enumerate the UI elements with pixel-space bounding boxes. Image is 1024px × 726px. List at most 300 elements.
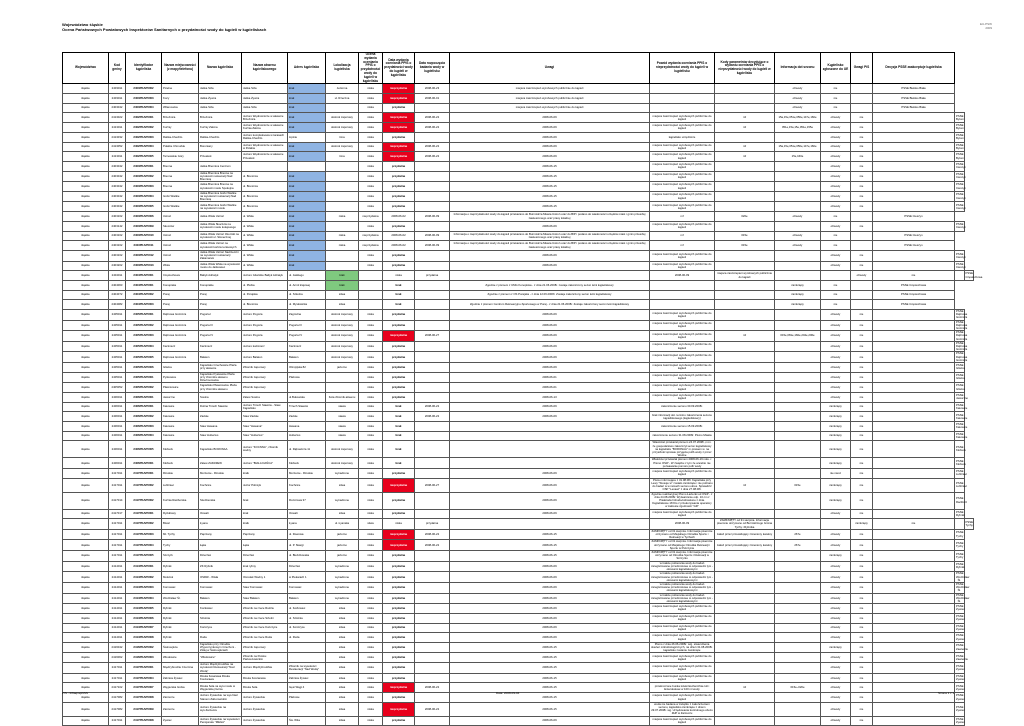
table-cell [288, 702, 326, 716]
table-cell [775, 431, 821, 441]
table-cell: Jaśka Wisła Ustroń na wysokości kortów tenisowych [199, 241, 242, 251]
table-cell: obwody [821, 693, 851, 703]
table-cell: obwody [775, 103, 821, 113]
table-cell: 2008-06-15 [450, 693, 650, 703]
table-cell: Zbiornik zaporowy [242, 383, 288, 393]
table-cell: stawa [326, 431, 359, 441]
table-cell: śląskie [63, 540, 109, 551]
table-cell: ul. Sztolnia [288, 613, 326, 623]
table-cell [873, 261, 955, 271]
table-cell: Staw "Hawana" [242, 422, 288, 432]
table-cell: śląskie [63, 103, 109, 113]
table-cell: przydatna [383, 716, 415, 726]
table-cell: 2416PKAP0003 [126, 653, 162, 663]
table-cell: 2406PKAP0004 [126, 431, 162, 441]
table-cell: ul. Wisła [242, 231, 288, 241]
table-cell: niska [359, 561, 383, 572]
table-cell: 2008-06-22 [415, 702, 450, 716]
table-cell: przydatna [383, 261, 415, 271]
table-cell [415, 663, 450, 674]
table-row [63, 132, 974, 142]
table-cell [873, 152, 955, 162]
table-cell: obwody [821, 182, 851, 192]
table-cell: 2404082 [109, 300, 126, 310]
table-cell: obwody [821, 540, 851, 551]
table-cell: śląskie [63, 372, 109, 383]
table-cell: brak [383, 290, 415, 300]
table-cell: niska [359, 309, 383, 320]
table-cell: Kazimierz [162, 341, 199, 352]
table-cell: niska [359, 402, 383, 412]
table-cell: Katowice [162, 431, 199, 441]
table-cell: PSSE Żywiec [955, 702, 965, 716]
table-cell [715, 84, 775, 94]
table-cell: 2008-06-22 [415, 683, 450, 693]
table-cell: 2008-06-15 [450, 529, 650, 540]
table-cell [415, 572, 450, 583]
table-cell: 2008-06-02 [383, 212, 415, 222]
table-cell: 2417011 [109, 478, 126, 492]
table-cell [359, 290, 383, 300]
table-cell: ZAMKNIĘTY od 31 sierpnia. Informacja pisemnie otrzymano od Miejskiego Ośrodka Sportu i Rekreacji w Tychach [650, 529, 715, 540]
table-cell: nie [851, 341, 873, 352]
table-header-row [63, 53, 974, 84]
table-cell: Zadole [199, 412, 242, 422]
table-cell: 2406PKAP0001 [126, 402, 162, 412]
table-cell: śląskie [63, 673, 109, 683]
table-cell: PSSE Cieszyn [956, 261, 966, 269]
table-cell: przydatna [383, 509, 415, 519]
table-cell: PSSE Częstochowa [873, 300, 955, 310]
table-cell: PSSE Cieszyn [873, 231, 955, 241]
table-cell: PSSE Żywiec [956, 716, 965, 724]
table-cell: 2008-06-09 [450, 132, 650, 142]
table-cell: Jaśka Wisła Ustroń [199, 212, 242, 222]
table-cell [873, 309, 955, 320]
table-cell: PSSE Dąbrowa Górnicza [956, 330, 968, 341]
table-cell: Łąka [242, 540, 288, 551]
table-cell: PSSE Bytom [956, 132, 964, 141]
table-cell: 2414PKAP0004 [126, 593, 162, 604]
table-cell: 015e [715, 241, 775, 251]
table-cell [775, 572, 821, 583]
column-header: Decyzja PSSE zaakceptuje kąpieliska [873, 53, 955, 84]
table-cell: śląskie [63, 202, 109, 212]
table-cell: Rozczowa 37 [288, 492, 326, 509]
table-cell: Boroniany [199, 142, 242, 152]
table-cell: zamknięty [821, 458, 851, 469]
table-cell [775, 341, 821, 352]
table-cell: 2414011 [109, 582, 126, 593]
table-cell: obwody [821, 582, 851, 593]
table-cell [415, 623, 450, 633]
table-cell: 2403142 [109, 221, 126, 231]
table-cell: OSRiR - Wisła [199, 572, 242, 583]
table-cell: PSSE Rybnik [955, 561, 965, 572]
table-cell: Balaton [199, 593, 242, 604]
table-cell: 2417017 [109, 509, 126, 519]
table-cell: Bałtyk Adriatyk [199, 271, 242, 281]
table-cell: Kazimierz [288, 341, 326, 352]
table-cell: niska [326, 241, 359, 251]
table-cell: 2417PKAP0002 [126, 519, 162, 530]
table-cell: 2008-06-22 [415, 540, 450, 551]
table-cell [775, 613, 821, 623]
table-cell: 2414011 [109, 633, 126, 643]
table-cell: Kochcice [199, 478, 242, 492]
table-cell: Zbiornik na Potoku Parkoszowickim [242, 653, 288, 663]
table-row [63, 509, 974, 519]
table-cell [715, 309, 775, 320]
table-cell: Pcielne [162, 84, 199, 94]
table-cell: krak [288, 171, 326, 182]
table-cell: nie [851, 372, 873, 383]
table-cell: Dolina Trzech Stawów [199, 402, 242, 412]
table-cell [873, 132, 955, 142]
table-cell: obwody [821, 250, 851, 261]
table-cell: Rzeka Kosarawa Rzeka Koszarawa [199, 673, 242, 683]
table-cell: Tarnowskie Góry [162, 152, 199, 162]
table-cell: brak [383, 402, 415, 412]
table-cell: PSSE Wodzisław Śl. [956, 581, 970, 593]
table-cell: Kąpielisko BORONAA [199, 441, 242, 458]
table-cell: 2405PKAP0001 [126, 309, 162, 320]
table-cell: Mościsk [162, 572, 199, 583]
table-cell: ZK Rybnik [199, 561, 242, 572]
table-cell: 2417PKAP0001 [126, 509, 162, 519]
table-cell [873, 182, 955, 192]
table-cell: 2403042 [109, 182, 126, 192]
table-cell: 2402PKAP0001 [126, 113, 162, 123]
table-cell: obwody [821, 320, 851, 331]
table-cell: 2406PKAP0001 [126, 458, 162, 469]
table-row [63, 383, 974, 393]
table-cell: 2405052 [109, 383, 126, 393]
table-row [63, 331, 974, 342]
table-cell: 2406011 [109, 412, 126, 422]
table-cell: Kota zbiornik akwenu [326, 392, 359, 402]
table-cell: miejsca zaszczepień wyrobowych publicznie do kąpieli [650, 372, 715, 383]
table-cell [715, 191, 775, 202]
table-cell: niska [359, 363, 383, 373]
table-cell: 2417PKAP0008 [126, 716, 162, 726]
table-cell: PSSE Żywiec [955, 663, 965, 674]
table-cell: 2417PKAP0004 [126, 540, 162, 551]
table-cell: przekroczone bunka ścieki Escherichia coli i Enterokokow w 100 ml wody [650, 683, 715, 693]
table-cell [715, 352, 775, 363]
table-cell: śląskie [63, 221, 109, 231]
table-cell: obwody [821, 593, 851, 604]
table-cell [715, 582, 775, 593]
table-cell: niska [359, 84, 383, 94]
table-cell: miejsca zaszczepień wyrobowych publicznie do kąpieli [650, 341, 715, 352]
table-cell: 2405011 [109, 320, 126, 331]
table-cell: niska [359, 469, 383, 479]
table-cell: 2413032 [109, 132, 126, 142]
table-cell: ul. P. Skargi [288, 540, 326, 551]
table-cell: przydatna [383, 469, 415, 479]
table-cell: obwody [821, 171, 851, 182]
table-cell: ul. Szkolna [288, 290, 326, 300]
table-cell: obwody [821, 633, 851, 643]
table-cell: PSSE Bielsko Biała [873, 103, 955, 113]
table-cell: Kąpielisko Pławniowice Plaża przy zbiorniku akwenu [199, 383, 242, 393]
table-cell [288, 653, 326, 663]
table-cell: przydatna [383, 171, 415, 182]
table-cell [715, 673, 775, 683]
table-cell: obwody [821, 623, 851, 633]
table-cell: przydatna [415, 519, 450, 530]
table-cell: zamknięty [821, 492, 851, 509]
table-cell [775, 320, 821, 331]
table-cell: śląskie [63, 604, 109, 614]
table-cell [775, 352, 821, 363]
table-cell: Łyana [288, 519, 326, 530]
table-cell [775, 492, 821, 509]
table-cell: Dąbrowa Górnicza [162, 331, 199, 342]
table-cell: 15e,160e [775, 152, 821, 162]
table-cell: 2414PKAP0008 [126, 633, 162, 643]
table-cell: nie [821, 280, 851, 290]
table-cell [851, 84, 873, 94]
table-cell [775, 519, 821, 530]
table-cell [415, 604, 450, 614]
table-cell: ul. Mysłowicka [288, 300, 326, 310]
table-cell: Ośrodek Wodny 1 [242, 572, 288, 583]
table-cell [851, 280, 873, 290]
table-cell: PSSE Żywiec [956, 613, 965, 622]
table-cell: przydatna [383, 653, 415, 663]
table-cell: 2406011 [109, 392, 126, 402]
table-cell: śląskie [63, 123, 109, 133]
table-cell: kąpielisko urzędnicze [650, 132, 715, 142]
table-cell: wynadzone [326, 582, 359, 593]
table-cell: Zgodnie realizacyjnej Pismo Łazienki od OSiP - z dnia 24.08.2008r. Wytwarzanie odp. 10 cm z Pisaktoda Imbudo/osbowione z dnia. Kąpieliskowe 18 Kto z przekonywania operatory w zakresie zgodności "GR" [650, 492, 715, 509]
table-cell: nie [851, 716, 873, 726]
table-cell: nieprzydatna [359, 241, 383, 251]
table-cell [415, 582, 450, 593]
table-cell [775, 171, 821, 182]
table-cell: krak [288, 261, 326, 271]
table-cell: miejsca zaszczepień wyrobowych publicznie do kąpieli [650, 509, 715, 519]
table-cell: PSSE Lubliniec [956, 469, 968, 477]
table-cell: niska [359, 161, 383, 171]
table-cell: sitwa [326, 478, 359, 492]
table-cell: PSSE Częstochowa [873, 280, 955, 290]
table-cell: Katowice [162, 422, 199, 432]
table-cell: PSSE Lubliniec [955, 478, 965, 492]
table-cell [873, 202, 955, 212]
table-cell: mf [650, 231, 715, 241]
table-cell [415, 593, 450, 604]
table-cell [873, 113, 955, 123]
table-cell: 2008-06-15 [450, 171, 650, 182]
table-cell: niska [359, 478, 383, 492]
table-row [63, 191, 974, 202]
table-cell: dostrok zaporowy [326, 341, 359, 352]
table-cell: 2008-06-15 [450, 202, 650, 212]
table-cell: 2405PKAP0005 [126, 352, 162, 363]
table-cell [415, 642, 450, 653]
table-row [63, 582, 974, 593]
table-cell: 2008-06-09 [450, 221, 650, 231]
table-cell: 2406011 [109, 422, 126, 432]
table-cell: nieprzydatna [359, 212, 383, 222]
table-cell: PSSE Żywiec [956, 623, 965, 631]
table-cell: krak [326, 280, 359, 290]
table-cell: niska [359, 372, 383, 383]
table-cell: 2008-06-09 [450, 113, 650, 123]
footer-center: Data: 2008-09-04 [496, 691, 520, 695]
table-cell: ul. Wisła [242, 212, 288, 222]
table-cell: nieprzydatna [383, 529, 415, 540]
table-cell [415, 352, 450, 363]
table-cell: niska [359, 604, 383, 614]
table-row [63, 280, 974, 290]
table-cell [873, 604, 955, 614]
table-cell: Jezioro Wędrownicze w akwenie Kuźnia Zalcna [242, 123, 288, 133]
table-cell: śląskie [63, 572, 109, 583]
table-cell: obwody [821, 561, 851, 572]
table-cell: 2008-06-15 [450, 663, 650, 674]
table-cell: 2008-06-15 [450, 161, 650, 171]
table-cell: nie [851, 320, 873, 331]
table-cell [851, 241, 873, 251]
table-cell: nie [851, 261, 873, 271]
table-cell: ul. Bieżdzowska [288, 551, 326, 562]
table-cell: obwody [821, 673, 851, 683]
table-cell [873, 250, 955, 261]
table-row [63, 212, 974, 222]
table-row [63, 363, 974, 373]
table-cell [715, 182, 775, 192]
table-cell [415, 633, 450, 643]
table-cell [715, 372, 775, 383]
table-cell [775, 702, 821, 716]
table-cell [326, 103, 359, 113]
table-cell: Dąbrowa Górnicza [162, 309, 199, 320]
table-cell: obwody [821, 352, 851, 363]
table-cell: nieprzydatna [383, 683, 415, 693]
table-cell: Jaśka Szła [199, 103, 242, 113]
table-cell: 2405011 [109, 363, 126, 373]
table-cell: 2417PKAP0008 [126, 693, 162, 703]
table-cell: Dąbrowa Górnicza [162, 320, 199, 331]
table-cell [415, 309, 450, 320]
table-cell [715, 642, 775, 653]
table-cell [873, 412, 955, 422]
table-cell: PSSE Wodzisław Śl. [956, 571, 970, 582]
table-cell: krak [288, 84, 326, 94]
table-cell [775, 623, 821, 633]
table-cell: niska [359, 633, 383, 643]
table-cell [873, 123, 955, 133]
table-cell: Skoczów [162, 221, 199, 231]
table-cell: niska [359, 331, 383, 342]
table-cell [415, 341, 450, 352]
column-header: Uwagi [450, 53, 650, 84]
table-cell: sitwa [359, 519, 383, 530]
table-cell [715, 250, 775, 261]
table-cell: Jezioro Żywieckie [242, 716, 288, 726]
table-cell: PSSE Zawiercie [955, 642, 965, 653]
table-cell: ul. Armii krajowej [288, 280, 326, 290]
table-cell: Mt. Tychy [162, 529, 199, 540]
table-cell: niska [359, 171, 383, 182]
table-cell: Balaton [288, 593, 326, 604]
table-cell: Dzierżaś [199, 551, 242, 562]
table-cell: 2008-06-09 [450, 341, 650, 352]
table-cell: zakaż przez przewidujący zmieniony kwaśny [715, 529, 775, 540]
table-cell: przydatna [383, 103, 415, 113]
table-cell: 2404063 [109, 280, 126, 290]
table-cell: obwody [821, 152, 851, 162]
table-cell [450, 422, 650, 432]
table-cell: zamknięty [821, 402, 851, 412]
table-cell: 2416042 [109, 642, 126, 653]
table-cell: nie [851, 633, 873, 643]
table-cell: PSSE Cieszyn [956, 182, 966, 190]
table-cell: sitwa [326, 716, 359, 726]
table-cell: 2402PKAP0005 [126, 152, 162, 162]
table-cell: nie [821, 290, 851, 300]
table-cell: miejsca zaszczepień wyrobowych publicznie do kąpieli [650, 250, 715, 261]
table-cell: 2406PKAP0002 [126, 412, 162, 422]
table-cell: śląskie [63, 623, 109, 633]
table-cell: obwody [821, 529, 851, 540]
table-cell: przydatna [383, 341, 415, 352]
table-cell: krak [288, 123, 326, 133]
table-cell: Ruda [199, 633, 242, 643]
table-cell: śląskie [63, 250, 109, 261]
table-row [63, 113, 974, 123]
table-cell [775, 261, 821, 271]
table-cell: 2417102 [109, 683, 126, 693]
table-cell: przydatna [383, 572, 415, 583]
table-cell: przydatna [383, 593, 415, 604]
table-cell: nieprzydatna [383, 123, 415, 133]
table-cell: Jezioro "KOCNNA", zbiornik wodny [242, 441, 288, 458]
table-cell: Świnoujście [162, 642, 199, 653]
table-row [63, 241, 974, 251]
table-cell: śląskie [63, 551, 109, 562]
table-cell: Jezioro Żywieckie na wys.Nad Stanem Zaborowskim [199, 693, 242, 703]
table-cell [650, 280, 715, 290]
table-cell: obwody [821, 331, 851, 342]
table-cell: nie [851, 673, 873, 683]
table-cell [415, 280, 450, 290]
table-cell: Kozy [162, 94, 199, 104]
column-header: Nazwa akwenu kąpieliskowego [242, 53, 288, 84]
table-cell [775, 132, 821, 142]
table-cell: miejsca zaszczepień wyrobowych publicznie do kąpieli [450, 103, 650, 113]
table-cell: Wilamowice [162, 103, 199, 113]
table-cell: śląskie [63, 633, 109, 643]
table-cell: obwody [821, 261, 851, 271]
table-row [63, 94, 974, 104]
table-cell: Lubliniec [162, 478, 199, 492]
table-row [63, 372, 974, 383]
table-cell: niska [359, 182, 383, 192]
table-cell: PSSE Żywiec [956, 673, 965, 682]
table-cell: Jezioro kompleksowa w tarasach Rabka-Chechło [242, 132, 288, 142]
table-cell: Górki Wielkie [162, 191, 199, 202]
table-row [63, 613, 974, 623]
table-cell [326, 191, 359, 202]
table-cell: nie [851, 191, 873, 202]
table-cell: Żabnica Żywiec [162, 673, 199, 683]
column-header: Nazwa kąpieliska [199, 53, 242, 84]
